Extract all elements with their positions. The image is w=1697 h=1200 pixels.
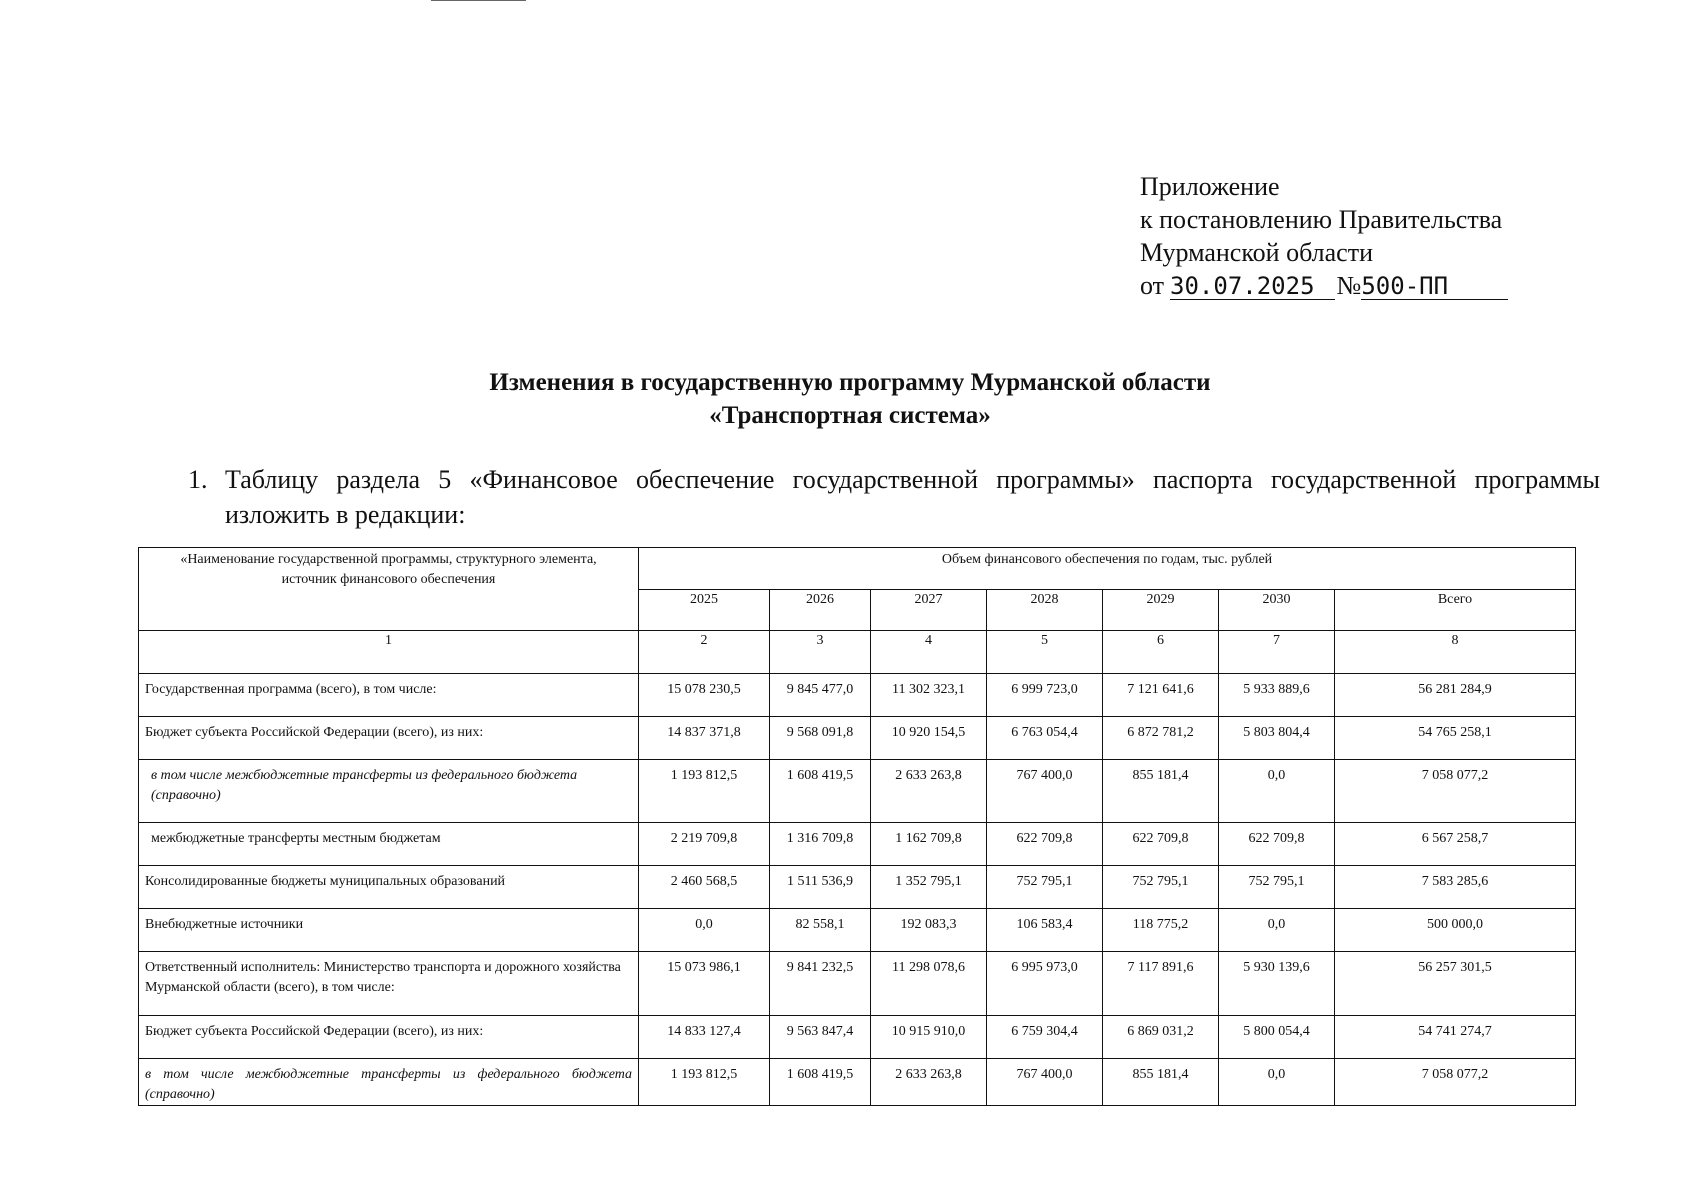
row-value: 9 568 091,8 xyxy=(770,717,871,760)
table-row xyxy=(139,909,1576,952)
row-name: Внебюджетные источники xyxy=(139,909,639,952)
row-value: 855 181,4 xyxy=(1103,1059,1219,1106)
row-value: 767 400,0 xyxy=(987,760,1103,823)
row-value: 15 073 986,1 xyxy=(639,952,770,1016)
row-value: 7 117 891,6 xyxy=(1103,952,1219,1016)
header-name-2: источник финансового обеспечения xyxy=(281,572,496,587)
row-value: 622 709,8 xyxy=(987,823,1103,866)
table-row xyxy=(139,823,1576,866)
row-value: 1 316 709,8 xyxy=(770,823,871,866)
row-value: 5 800 054,4 xyxy=(1219,1016,1335,1059)
row-value: 6 999 723,0 xyxy=(987,674,1103,717)
row-value: 2 633 263,8 xyxy=(871,1059,987,1106)
row-value: 106 583,4 xyxy=(987,909,1103,952)
intro-paragraph xyxy=(188,462,1600,532)
row-name: Ответственный исполнитель: Министерство транспорта и дорожного хозяйства Мурманской области (всего), в том числе: xyxy=(139,952,639,1016)
row-value: 9 841 232,5 xyxy=(770,952,871,1016)
row-value: 1 193 812,5 xyxy=(639,760,770,823)
row-value: 7 121 641,6 xyxy=(1103,674,1219,717)
row-value: 6 995 973,0 xyxy=(987,952,1103,1016)
column-number: 2 xyxy=(639,631,770,674)
row-value: 0,0 xyxy=(1219,909,1335,952)
table-row xyxy=(139,952,1576,1016)
row-value: 752 795,1 xyxy=(987,866,1103,909)
row-value: 15 078 230,5 xyxy=(639,674,770,717)
intro-number: 1. xyxy=(188,465,208,494)
row-value: 752 795,1 xyxy=(1219,866,1335,909)
title-line-2: «Транспортная система» xyxy=(709,402,991,429)
row-value: 1 162 709,8 xyxy=(871,823,987,866)
header-volume: Объем финансового обеспечения по годам, тыс. рублей xyxy=(639,548,1576,590)
row-value: 192 083,3 xyxy=(871,909,987,952)
attachment-block xyxy=(1140,170,1508,302)
row-value: 11 298 078,6 xyxy=(871,952,987,1016)
row-value: 622 709,8 xyxy=(1103,823,1219,866)
attachment-line-2: к постановлению Правительства xyxy=(1140,205,1503,234)
total-header: Всего xyxy=(1335,590,1576,631)
row-value: 6 759 304,4 xyxy=(987,1016,1103,1059)
column-number: 5 xyxy=(987,631,1103,674)
row-value: 14 837 371,8 xyxy=(639,717,770,760)
row-value: 1 608 419,5 xyxy=(770,760,871,823)
column-number: 4 xyxy=(871,631,987,674)
column-number: 3 xyxy=(770,631,871,674)
row-value: 11 302 323,1 xyxy=(871,674,987,717)
year-header: 2027 xyxy=(871,590,987,631)
row-total-value: 54 741 274,7 xyxy=(1335,1016,1576,1059)
row-name: в том числе межбюджетные трансферты из федерального бюджета (справочно) xyxy=(139,1059,639,1106)
resolution-number: 500-ПП xyxy=(1361,273,1508,300)
row-total-value: 500 000,0 xyxy=(1335,909,1576,952)
number-sign: № xyxy=(1336,271,1362,300)
row-value: 1 511 536,9 xyxy=(770,866,871,909)
row-total-value: 6 567 258,7 xyxy=(1335,823,1576,866)
row-value: 2 460 568,5 xyxy=(639,866,770,909)
attachment-line-3: Мурманской области xyxy=(1140,238,1373,267)
row-value: 10 920 154,5 xyxy=(871,717,987,760)
table-row xyxy=(139,1016,1576,1059)
header-name: «Наименование государственной программы, структурного элемента, xyxy=(180,552,597,567)
row-value: 5 803 804,4 xyxy=(1219,717,1335,760)
row-value: 2 219 709,8 xyxy=(639,823,770,866)
attachment-dateline xyxy=(1140,269,1508,302)
resolution-date: 30.07.2025 xyxy=(1170,273,1335,300)
table-row xyxy=(139,866,1576,909)
row-value: 5 930 139,6 xyxy=(1219,952,1335,1016)
row-value: 0,0 xyxy=(1219,760,1335,823)
row-value: 9 563 847,4 xyxy=(770,1016,871,1059)
row-value: 6 872 781,2 xyxy=(1103,717,1219,760)
row-total-value: 54 765 258,1 xyxy=(1335,717,1576,760)
year-header: 2030 xyxy=(1219,590,1335,631)
row-value: 0,0 xyxy=(639,909,770,952)
row-total-value: 7 058 077,2 xyxy=(1335,1059,1576,1106)
row-value: 622 709,8 xyxy=(1219,823,1335,866)
row-name: Консолидированные бюджеты муниципальных образований xyxy=(139,866,639,909)
row-total-value: 7 058 077,2 xyxy=(1335,760,1576,823)
row-value: 10 915 910,0 xyxy=(871,1016,987,1059)
column-number: 8 xyxy=(1335,631,1576,674)
year-header: 2029 xyxy=(1103,590,1219,631)
row-name: Бюджет субъекта Российской Федерации (всего), из них: xyxy=(139,717,639,760)
row-value: 6 869 031,2 xyxy=(1103,1016,1219,1059)
title-line-1: Изменения в государственную программу Мурманской области xyxy=(489,369,1211,396)
column-number: 6 xyxy=(1103,631,1219,674)
header-name-cell xyxy=(139,548,639,631)
column-number: 7 xyxy=(1219,631,1335,674)
row-value: 6 763 054,4 xyxy=(987,717,1103,760)
row-total-value: 7 583 285,6 xyxy=(1335,866,1576,909)
year-header: 2028 xyxy=(987,590,1103,631)
document-title xyxy=(300,366,1400,432)
table-row xyxy=(139,674,1576,717)
financing-table xyxy=(138,547,1576,1106)
column-number: 1 xyxy=(139,631,639,674)
row-value: 1 352 795,1 xyxy=(871,866,987,909)
row-name: межбюджетные трансферты местным бюджетам xyxy=(139,823,639,866)
row-value: 82 558,1 xyxy=(770,909,871,952)
table-row xyxy=(139,1059,1576,1106)
row-value: 2 633 263,8 xyxy=(871,760,987,823)
table-row xyxy=(139,717,1576,760)
row-value: 767 400,0 xyxy=(987,1059,1103,1106)
row-value: 855 181,4 xyxy=(1103,760,1219,823)
row-value: 118 775,2 xyxy=(1103,909,1219,952)
row-value: 752 795,1 xyxy=(1103,866,1219,909)
row-value: 14 833 127,4 xyxy=(639,1016,770,1059)
row-name: Государственная программа (всего), в том числе: xyxy=(139,674,639,717)
row-total-value: 56 257 301,5 xyxy=(1335,952,1576,1016)
row-value: 1 608 419,5 xyxy=(770,1059,871,1106)
date-prefix: от xyxy=(1140,271,1165,300)
row-name: Бюджет субъекта Российской Федерации (всего), из них: xyxy=(139,1016,639,1059)
row-value: 1 193 812,5 xyxy=(639,1059,770,1106)
row-name: в том числе межбюджетные трансферты из федерального бюджета (справочно) xyxy=(139,760,639,823)
year-header: 2025 xyxy=(639,590,770,631)
attachment-line-1: Приложение xyxy=(1140,172,1280,201)
row-value: 0,0 xyxy=(1219,1059,1335,1106)
row-value: 5 933 889,6 xyxy=(1219,674,1335,717)
year-header: 2026 xyxy=(770,590,871,631)
row-total-value: 56 281 284,9 xyxy=(1335,674,1576,717)
row-value: 9 845 477,0 xyxy=(770,674,871,717)
scan-mark xyxy=(431,0,526,2)
table-row xyxy=(139,760,1576,823)
intro-text: Таблицу раздела 5 «Финансовое обеспечение государственной программы» паспорта государственной программы изложить в редакции: xyxy=(225,465,1600,529)
